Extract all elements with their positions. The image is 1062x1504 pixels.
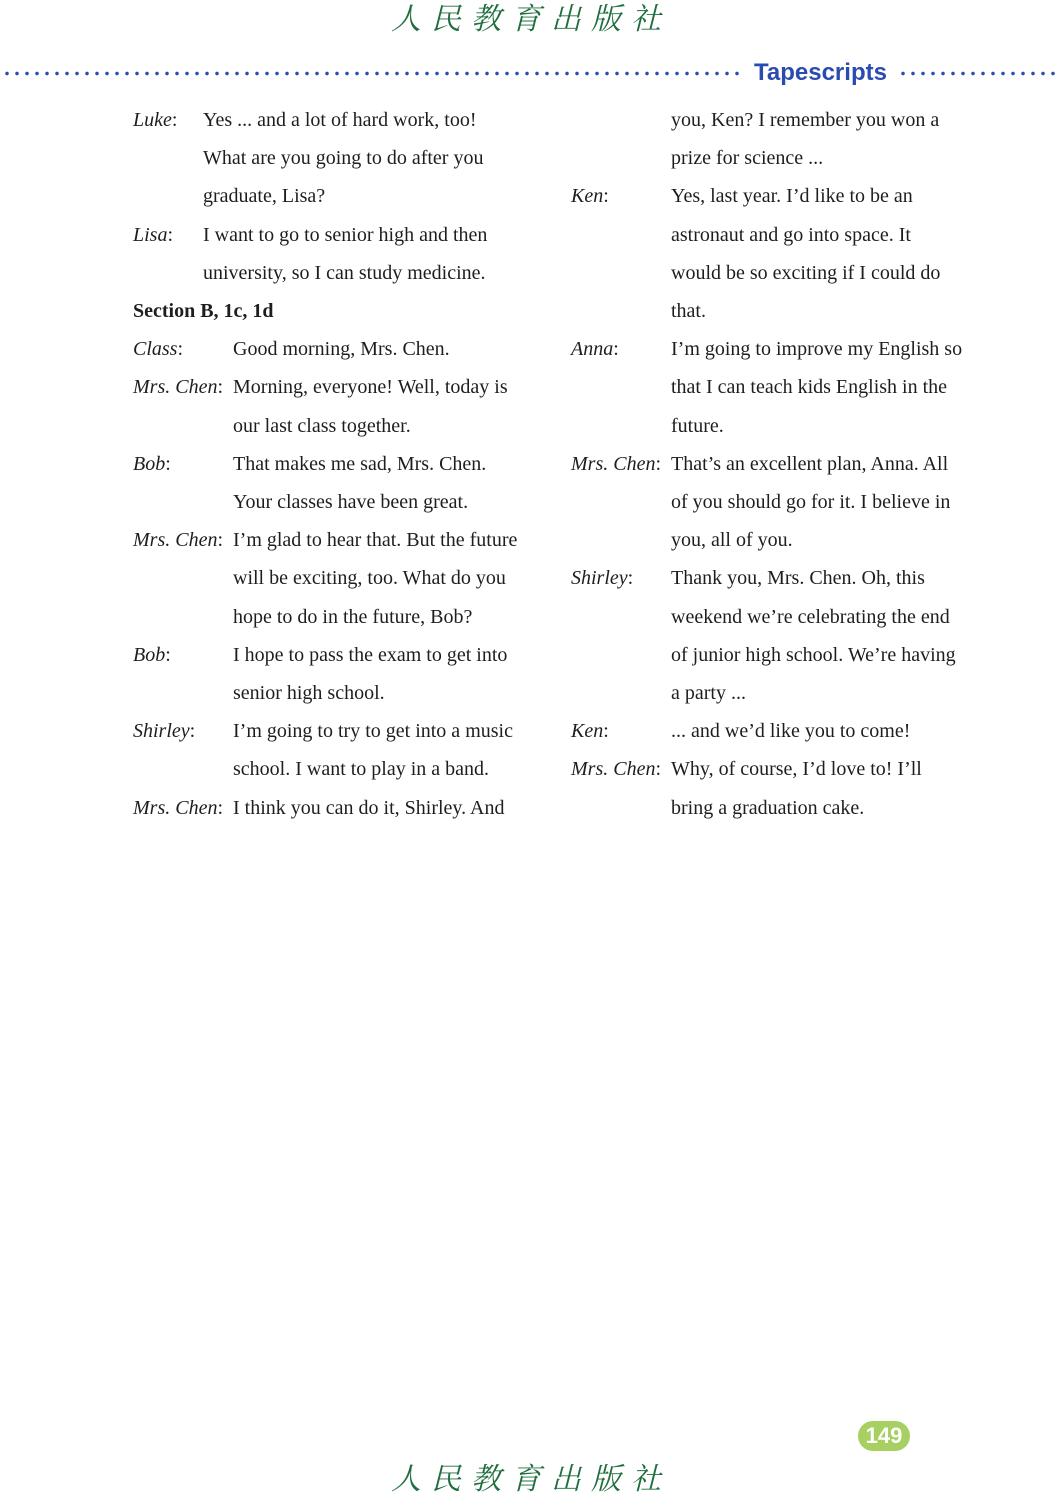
page-number-badge: 149 (858, 1421, 910, 1451)
dialogue-text (671, 559, 981, 712)
dialogue-line: astronaut and go into space. It (671, 223, 911, 246)
publisher-logo-bottom: 人民教育出版社 (391, 1462, 671, 1497)
dialogue-text (671, 101, 981, 177)
dialogue-line: prize for science ... (671, 147, 824, 170)
speaker-label: Bob (133, 452, 166, 475)
speaker-name (571, 445, 671, 483)
dialogue-line: future. (671, 414, 724, 437)
speaker-name (133, 330, 233, 368)
dialogue-line: senior high school. (233, 682, 385, 705)
dialogue-text (671, 330, 981, 445)
speaker-colon: : (603, 720, 609, 743)
dialogue-line: Your classes have been great. (233, 491, 469, 514)
dialogue-line: What are you going to do after you (203, 147, 484, 170)
dialogue-turn (571, 177, 981, 330)
dialogue-line: Yes ... and a lot of hard work, too! (203, 109, 477, 131)
dialogue-turn (133, 330, 543, 368)
dialogue-line: I hope to pass the exam to get into (233, 643, 508, 666)
dialogue-text (233, 521, 543, 636)
dialogue-turn (133, 636, 543, 712)
speaker-label: Class (133, 338, 178, 361)
dialogue-turn (133, 101, 543, 216)
dialogue-line: a party ... (671, 682, 746, 705)
dialogue-line: will be exciting, too. What do you (233, 567, 506, 590)
dialogue-line: That’s an excellent plan, Anna. All (671, 452, 949, 475)
dialogue-line: would be so exciting if I could do (671, 261, 941, 284)
dialogue-line: that I can teach kids English in the (671, 376, 948, 399)
speaker-colon: : (217, 376, 224, 399)
speaker-label: Shirley (571, 567, 628, 590)
dialogue-line: weekend we’re celebrating the end (671, 605, 950, 628)
dialogue-text (671, 712, 981, 750)
dialogue-turn (571, 712, 981, 750)
speaker-name (133, 636, 233, 674)
speaker-name (133, 712, 233, 750)
speaker-colon: : (217, 796, 224, 819)
speaker-name (133, 216, 203, 254)
dialogue-text (203, 101, 543, 216)
dialogue-turn (571, 330, 981, 445)
dialogue-line: you, all of you. (671, 529, 793, 552)
dialogue-turn (133, 216, 543, 292)
dialogue-text (233, 330, 543, 368)
speaker-colon: : (655, 758, 662, 781)
speaker-label: Ken (571, 185, 604, 208)
speaker-name (571, 559, 671, 597)
section-title: Tapescripts (754, 59, 887, 86)
speaker-colon: : (189, 720, 196, 743)
speaker-name (571, 750, 671, 788)
dialogue-line: our last class together. (233, 414, 411, 437)
dialogue-text (233, 712, 543, 788)
publisher-logo-top: 人民教育出版社 (391, 2, 671, 37)
speaker-label: Ken (571, 720, 604, 743)
dialogue-turn (571, 559, 981, 712)
speaker-name (133, 789, 233, 827)
speaker-name (133, 101, 203, 139)
running-header (0, 56, 1062, 90)
speaker-label: Mrs. Chen (571, 452, 656, 475)
dialogue-line: bring a graduation cake. (671, 796, 865, 819)
speaker-colon: : (171, 109, 178, 131)
dialogue-line: Yes, last year. I’d like to be an (671, 185, 913, 208)
dialogue-line: ... and we’d like you to come! (671, 720, 911, 743)
speaker-label: Mrs. Chen (571, 758, 656, 781)
dialogue-text (671, 445, 981, 560)
dialogue-turn (133, 712, 543, 788)
dialogue-line: Good morning, Mrs. Chen. (233, 338, 450, 361)
dialogue-line: I’m glad to hear that. But the future (233, 529, 518, 552)
speaker-label: Mrs. Chen (133, 529, 218, 552)
dialogue-text (203, 216, 543, 292)
speaker-label: Luke (133, 109, 172, 131)
dialogue-turn (133, 368, 543, 444)
dialogue-turn (133, 445, 543, 521)
speaker-name (133, 368, 233, 406)
dialogue-line: hope to do in the future, Bob? (233, 605, 473, 628)
speaker-label: Bob (133, 643, 166, 666)
dialogue-turn (133, 789, 543, 827)
dialogue-line: I’m going to try to get into a music (233, 720, 513, 743)
dialogue-turn (571, 750, 981, 826)
dialogue-turn (571, 445, 981, 560)
dialogue-line: school. I want to play in a band. (233, 758, 490, 781)
dialogue-line: I think you can do it, Shirley. And (233, 796, 505, 819)
speaker-colon: : (165, 452, 171, 475)
speaker-label: Mrs. Chen (133, 796, 218, 819)
speaker-colon: : (217, 529, 224, 552)
dialogue-line: Why, of course, I’d love to! I’ll (671, 758, 922, 781)
speaker-colon: : (627, 567, 634, 590)
dialogue-text (233, 368, 543, 444)
dialogue-text (671, 177, 981, 330)
dialogue-text (671, 750, 981, 826)
dialogue-turn (571, 101, 981, 177)
speaker-label: Mrs. Chen (133, 376, 218, 399)
speaker-name (133, 445, 233, 483)
speaker-colon: : (167, 223, 174, 246)
dialogue-text (233, 445, 543, 521)
dialogue-text (233, 636, 543, 712)
dialogue-line: Morning, everyone! Well, today is (233, 376, 508, 399)
speaker-name (571, 330, 671, 368)
speaker-colon: : (613, 338, 619, 361)
speaker-label: Lisa (133, 223, 168, 246)
speaker-colon: : (655, 452, 662, 475)
dialogue-line: university, so I can study medicine. (203, 261, 486, 284)
dialogue-line: I want to go to senior high and then (203, 223, 488, 246)
dialogue-line: graduate, Lisa? (203, 185, 326, 208)
dialogue-line: That makes me sad, Mrs. Chen. (233, 452, 487, 475)
speaker-name (571, 177, 671, 215)
speaker-colon: : (603, 185, 609, 208)
dialogue-line: of you should go for it. I believe in (671, 491, 951, 514)
right-column (571, 101, 981, 827)
speaker-label: Shirley (133, 720, 190, 743)
dialogue-line: you, Ken? I remember you won a (671, 109, 940, 131)
dialogue-line: of junior high school. We’re having (671, 643, 956, 666)
dialogue-line: that. (671, 300, 706, 323)
section-heading: Section B, 1c, 1d (133, 300, 274, 323)
speaker-colon: : (165, 643, 171, 666)
speaker-name (571, 712, 671, 750)
speaker-colon: : (177, 338, 184, 361)
dotted-rule-left (2, 71, 744, 76)
dialogue-turn (133, 521, 543, 636)
dialogue-text (233, 789, 543, 827)
dialogue-line: Thank you, Mrs. Chen. Oh, this (671, 567, 925, 590)
speaker-label: Anna (571, 338, 614, 361)
dotted-rule-right (898, 71, 1060, 76)
dialogue-line: I’m going to improve my English so (671, 338, 963, 361)
left-column (133, 101, 543, 827)
speaker-name (133, 521, 233, 559)
